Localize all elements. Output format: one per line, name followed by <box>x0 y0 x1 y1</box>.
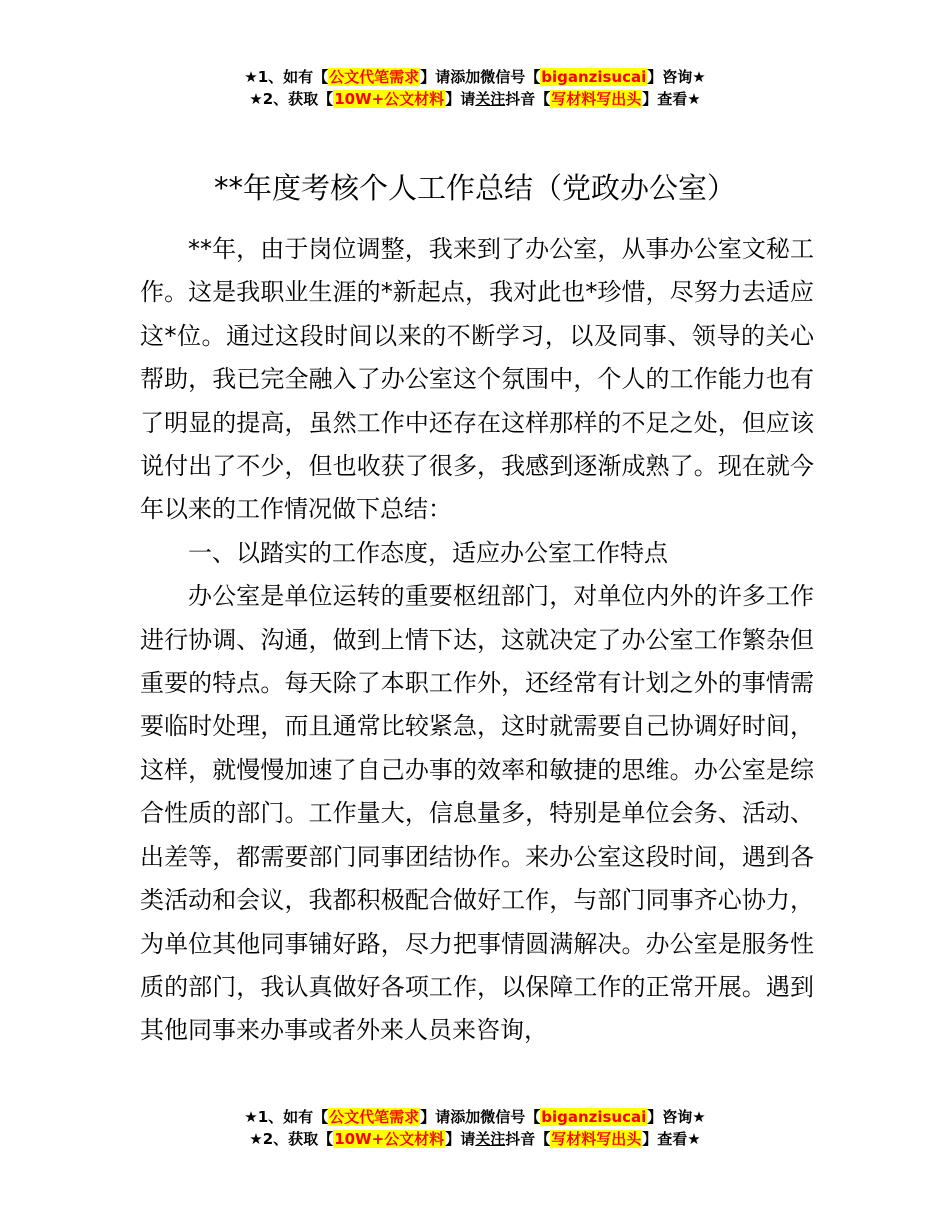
banner-highlight: 10W+公文材料 <box>334 1130 445 1148</box>
banner-text: ★2、获取【 <box>249 1130 334 1148</box>
banner-highlight: 写材料写出头 <box>551 1130 642 1148</box>
banner-text: 】请 <box>445 90 476 108</box>
banner-line-1 <box>0 66 950 88</box>
banner-line-2 <box>0 1128 950 1150</box>
banner-text: 】请添加微信号【 <box>420 68 541 86</box>
banner-highlight: biganzisucai <box>541 1108 647 1126</box>
section-heading: 一、以踏实的工作态度，适应办公室工作特点 <box>188 538 668 567</box>
banner-line-1 <box>0 1106 950 1128</box>
banner-text: 】请添加微信号【 <box>420 1108 541 1126</box>
banner-highlight: 写材料写出头 <box>551 90 642 108</box>
banner-highlight: biganzisucai <box>541 68 647 86</box>
banner-text: ★2、获取【 <box>249 90 334 108</box>
banner-highlight: 公文代笔需求 <box>329 68 420 86</box>
paragraph-intro: **年，由于岗位调整，我来到了办公室，从事办公室文秘工作。这是我职业生涯的*新起点，我对此也*珍惜，尽努力去适应这*位。通过这段时间以来的不断学习，以及同事、领导的关心帮助，我已完全融入了办公室这个氛围中，个人的工作能力也有了明显的提高，虽然工作中还存在这样那样的不足之处，但应该说付出了不少，但也收获了很多，我感到逐渐成熟了。现在就今年以来的工作情况做下总结： <box>140 235 814 524</box>
banner-text: 】查看★ <box>642 1130 701 1148</box>
banner-text: 】查看★ <box>642 90 701 108</box>
banner-text: ★1、如有【 <box>244 68 329 86</box>
paragraph-section-1: 办公室是单位运转的重要枢纽部门，对单位内外的许多工作进行协调、沟通，做到上情下达，这就决定了办公室工作繁杂但重要的特点。每天除了本职工作外，还经常有计划之外的事情需要临时处理，而且通常比较紧急，这时就需要自己协调好时间，这样，就慢慢加速了自己办事的效率和敏捷的思维。办公室是综合性质的部门。工作量大，信息量多，特别是单位会务、活动、出差等，都需要部门同事团结协作。来办公室这段时间，遇到各类活动和会议，我都积极配合做好工作，与部门同事齐心协力，为单位其他同事铺好路，尽力把事情圆满解决。办公室是服务性质的部门，我认真做好各项工作，以保障工作的正常开展。遇到其他同事来办事或者外来人员来咨询， <box>140 582 814 1045</box>
banner-text: 抖音【 <box>505 90 551 108</box>
banner-text: 】咨询★ <box>647 68 706 86</box>
banner-text: 】咨询★ <box>647 1108 706 1126</box>
banner-underlined-text: 关注 <box>475 90 506 108</box>
banner-underlined-text: 关注 <box>475 1130 506 1148</box>
banner-text: 抖音【 <box>505 1130 551 1148</box>
document-body <box>140 228 814 1053</box>
footer-banner <box>0 1106 950 1150</box>
header-banner <box>0 66 950 110</box>
banner-text: ★1、如有【 <box>244 1108 329 1126</box>
banner-highlight: 公文代笔需求 <box>329 1108 420 1126</box>
banner-text: 】请 <box>445 1130 476 1148</box>
banner-highlight: 10W+公文材料 <box>334 90 445 108</box>
banner-line-2 <box>0 88 950 110</box>
document-title: **年度考核个人工作总结（党政办公室） <box>213 171 736 205</box>
